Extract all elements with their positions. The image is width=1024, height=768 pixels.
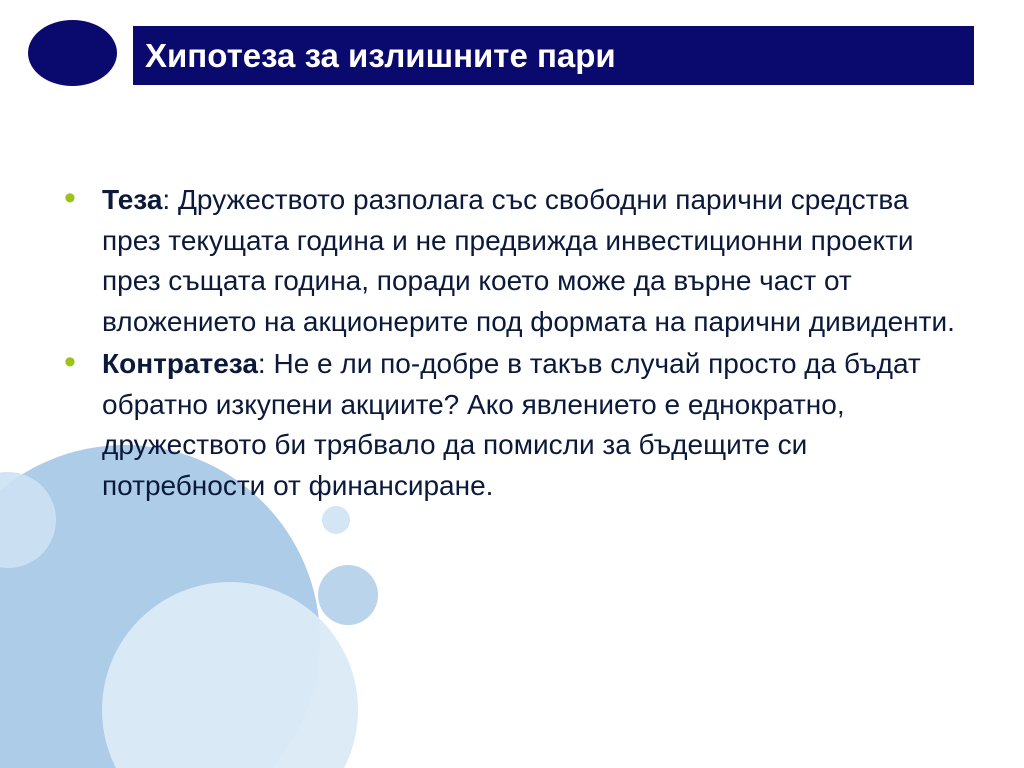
- bullet-text: Не е ли по-добре в такъв случай просто да бъдат обратно изкупени акциите? Ако явлението е еднократно, дружеството би трябвало да помисли за бъдещите си потребности от финансиране.: [102, 348, 921, 501]
- slide-title: Хипотеза за излишните пари: [145, 37, 616, 74]
- bullet-text: Дружеството разполага със свободни парични средства през текущата година и не предвижда инвестиционни проекти през същата година, поради което може да върне част от вложението на акционерите под формата на парични дивиденти.: [102, 184, 955, 337]
- tiny-bubble: [322, 506, 350, 534]
- small-bubble: [318, 565, 378, 625]
- bullet-marker: •: [64, 179, 76, 217]
- bullet-antithesis: [64, 344, 974, 506]
- bullet-list: [64, 180, 974, 508]
- title-bar: [133, 26, 974, 85]
- title-oval: [28, 20, 117, 86]
- bullet-separator: :: [257, 348, 266, 379]
- bullet-marker: •: [64, 343, 76, 381]
- bullet-thesis: [64, 180, 974, 342]
- bullet-separator: :: [162, 184, 171, 215]
- bullet-term: Теза: [102, 184, 163, 215]
- bullet-term: Контратеза: [102, 348, 258, 379]
